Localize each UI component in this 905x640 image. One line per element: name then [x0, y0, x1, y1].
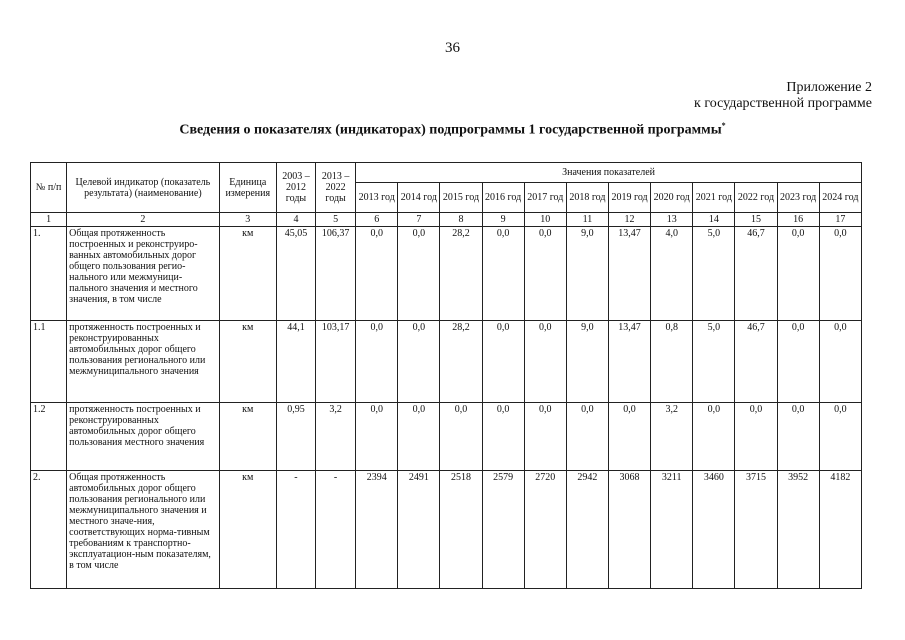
- header-year: 2017 год: [524, 183, 566, 213]
- document-title-text: Сведения о показателях (индикаторах) подпрограммы 1 государственной программы: [179, 122, 722, 138]
- indicator-name: протяженность построенных и реконструированных автомобильных дорог общего пользования местного значения: [67, 403, 220, 471]
- value-cell: 13,47: [608, 321, 650, 403]
- header-year: 2020 год: [651, 183, 693, 213]
- header-year: 2021 год: [693, 183, 735, 213]
- value-cell: 9,0: [566, 321, 608, 403]
- value-cell: 0,0: [608, 403, 650, 471]
- value-cell: 0,0: [693, 403, 735, 471]
- value-cell: 0,0: [566, 403, 608, 471]
- value-cell: 2491: [398, 471, 440, 589]
- header-year: 2019 год: [608, 183, 650, 213]
- value-cell: 0,0: [777, 227, 819, 321]
- column-number: 6: [356, 213, 398, 227]
- value-cell: 0,0: [524, 321, 566, 403]
- unit-cell: км: [219, 321, 276, 403]
- column-number: 16: [777, 213, 819, 227]
- header-year: 2016 год: [482, 183, 524, 213]
- unit-cell: км: [219, 227, 276, 321]
- period1-cell: 45,05: [276, 227, 315, 321]
- value-cell: 0,0: [524, 227, 566, 321]
- value-cell: 0,0: [819, 403, 861, 471]
- header-unit: Единица измерения: [219, 163, 276, 213]
- header-year: 2015 год: [440, 183, 482, 213]
- table-row: [31, 227, 862, 321]
- indicator-name: протяженность построенных и реконструированных автомобильных дорог общего пользования регионального или межмуниципального значения: [67, 321, 220, 403]
- value-cell: 28,2: [440, 321, 482, 403]
- column-number: 11: [566, 213, 608, 227]
- row-number: 1.: [31, 227, 67, 321]
- indicators-table: [30, 162, 862, 589]
- column-number: 3: [219, 213, 276, 227]
- appendix-line-1: Приложение 2: [786, 80, 872, 95]
- document-title: [0, 121, 905, 139]
- period2-cell: 106,37: [316, 227, 356, 321]
- header-values-group: Значения показателей: [356, 163, 862, 183]
- value-cell: 4,0: [651, 227, 693, 321]
- header-period-2003-2012: 2003 – 2012 годы: [276, 163, 315, 213]
- value-cell: 3460: [693, 471, 735, 589]
- value-cell: 0,0: [356, 321, 398, 403]
- column-number: 14: [693, 213, 735, 227]
- value-cell: 0,0: [356, 403, 398, 471]
- value-cell: 0,0: [482, 321, 524, 403]
- value-cell: 0,0: [482, 227, 524, 321]
- column-number: 9: [482, 213, 524, 227]
- value-cell: 0,0: [777, 321, 819, 403]
- column-number: 8: [440, 213, 482, 227]
- table-row: [31, 471, 862, 589]
- value-cell: 0,0: [777, 403, 819, 471]
- value-cell: 5,0: [693, 227, 735, 321]
- column-number: 7: [398, 213, 440, 227]
- value-cell: 46,7: [735, 227, 777, 321]
- value-cell: 0,0: [524, 403, 566, 471]
- value-cell: 0,0: [819, 321, 861, 403]
- value-cell: 5,0: [693, 321, 735, 403]
- value-cell: 4182: [819, 471, 861, 589]
- column-number: 2: [67, 213, 220, 227]
- column-number: 12: [608, 213, 650, 227]
- row-number: 1.1: [31, 321, 67, 403]
- value-cell: 0,0: [398, 403, 440, 471]
- value-cell: 3,2: [651, 403, 693, 471]
- table-row: [31, 403, 862, 471]
- page-number: 36: [445, 40, 460, 56]
- value-cell: 0,8: [651, 321, 693, 403]
- column-number: 17: [819, 213, 861, 227]
- header-year: 2018 год: [566, 183, 608, 213]
- column-number: 10: [524, 213, 566, 227]
- value-cell: 0,0: [440, 403, 482, 471]
- appendix-caption: [694, 80, 872, 112]
- row-number: 1.2: [31, 403, 67, 471]
- column-number: 1: [31, 213, 67, 227]
- value-cell: 3068: [608, 471, 650, 589]
- column-numbers-row: [31, 213, 862, 227]
- value-cell: 0,0: [398, 227, 440, 321]
- value-cell: 2942: [566, 471, 608, 589]
- value-cell: 28,2: [440, 227, 482, 321]
- value-cell: 0,0: [819, 227, 861, 321]
- unit-cell: км: [219, 471, 276, 589]
- value-cell: 0,0: [356, 227, 398, 321]
- column-number: 4: [276, 213, 315, 227]
- value-cell: 0,0: [735, 403, 777, 471]
- column-number: 5: [316, 213, 356, 227]
- value-cell: 0,0: [482, 403, 524, 471]
- footnote-mark: *: [721, 121, 726, 130]
- value-cell: 2720: [524, 471, 566, 589]
- period1-cell: -: [276, 471, 315, 589]
- unit-cell: км: [219, 403, 276, 471]
- period2-cell: 103,17: [316, 321, 356, 403]
- row-number: 2.: [31, 471, 67, 589]
- period2-cell: 3,2: [316, 403, 356, 471]
- header-period-2013-2022: 2013 – 2022 годы: [316, 163, 356, 213]
- header-year: 2013 год: [356, 183, 398, 213]
- indicator-name: Общая протяженность построенных и реконструиро-ванных автомобильных дорог общего пользования регио-нального или межмуници-пального значения и местного значения, в том числе: [67, 227, 220, 321]
- value-cell: 2579: [482, 471, 524, 589]
- header-year: 2022 год: [735, 183, 777, 213]
- value-cell: 3952: [777, 471, 819, 589]
- period1-cell: 0,95: [276, 403, 315, 471]
- value-cell: 3211: [651, 471, 693, 589]
- header-year: 2024 год: [819, 183, 861, 213]
- value-cell: 0,0: [398, 321, 440, 403]
- header-num: № п/п: [31, 163, 67, 213]
- value-cell: 2394: [356, 471, 398, 589]
- value-cell: 3715: [735, 471, 777, 589]
- header-year: 2023 год: [777, 183, 819, 213]
- appendix-line-2: к государственной программе: [694, 96, 872, 111]
- column-number: 13: [651, 213, 693, 227]
- value-cell: 13,47: [608, 227, 650, 321]
- value-cell: 9,0: [566, 227, 608, 321]
- value-cell: 2518: [440, 471, 482, 589]
- value-cell: 46,7: [735, 321, 777, 403]
- period1-cell: 44,1: [276, 321, 315, 403]
- header-year: 2014 год: [398, 183, 440, 213]
- period2-cell: -: [316, 471, 356, 589]
- column-number: 15: [735, 213, 777, 227]
- table-row: [31, 321, 862, 403]
- header-indicator: Целевой индикатор (показатель результата) (наименование): [67, 163, 220, 213]
- indicator-name: Общая протяженность автомобильных дорог общего пользования регионального или межмуниципального значения и местного значе-ния, соответствующих норма-тивным требованиям к транспортно-эксплуатацион-ным показателям, в том числе: [67, 471, 220, 589]
